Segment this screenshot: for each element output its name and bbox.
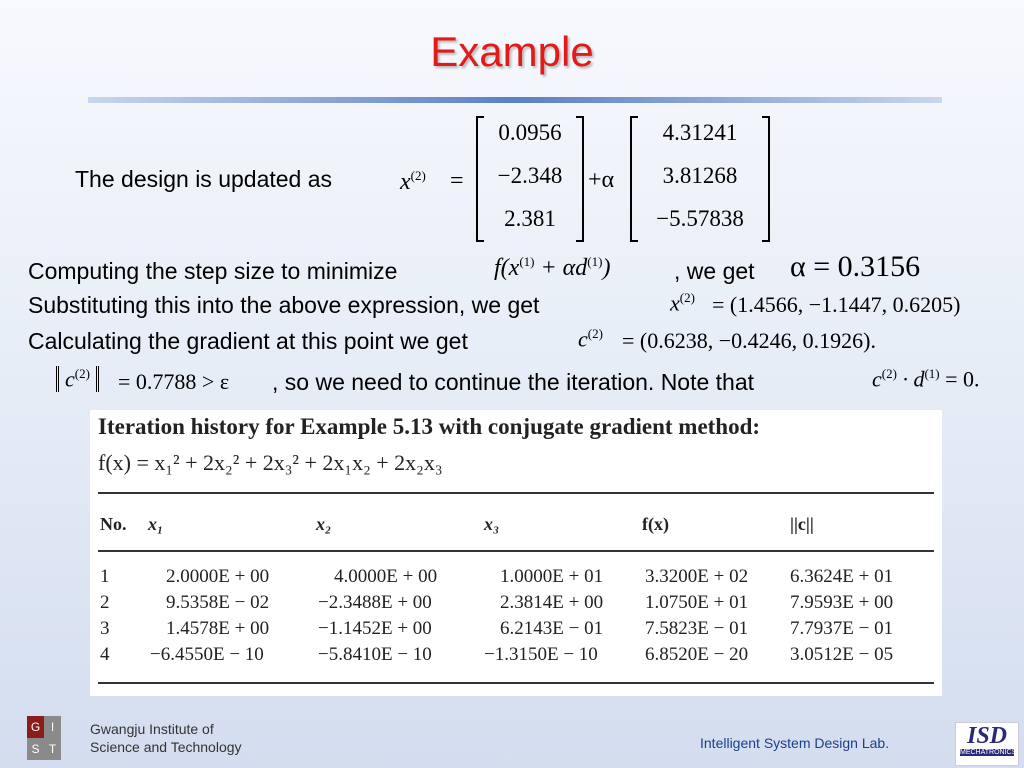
vec2-entry-3: −5.57838 (656, 206, 744, 231)
cell-x3: 6.2143E − 01 (500, 618, 604, 639)
substituting-text: Substituting this into the above expression, we get (28, 292, 540, 318)
x2-symbol (400, 168, 426, 196)
logo-letter-g: G (27, 716, 44, 738)
close-paren: ) (602, 255, 611, 281)
institute-name (90, 720, 242, 756)
isd-mechatronics-logo (955, 722, 1019, 766)
dot-result: = 0. (939, 366, 980, 392)
vec2-entry-2: 3.81268 (662, 163, 738, 188)
dot-d: · d (896, 366, 925, 392)
lab-name: Intelligent System Design Lab. (700, 735, 890, 751)
norm-c2 (56, 366, 99, 392)
gradient-text: Calculating the gradient at this point we get (28, 328, 468, 354)
cell-x1: 2.0000E + 00 (166, 566, 270, 587)
continue-text: , so we need to continue the iteration. Note that (272, 369, 755, 395)
cell-no: 3 (100, 618, 110, 639)
cell-norm-c: 3.0512E − 05 (790, 644, 894, 665)
cell-norm-c: 7.9593E + 00 (790, 592, 894, 613)
iteration-history-table (90, 410, 942, 696)
vec1-entry-2: −2.348 (497, 163, 563, 188)
c-superscript: (2) (881, 366, 897, 381)
vec1-entry-1: 0.0956 (498, 120, 562, 145)
cell-x1: −6.4550E − 10 (150, 644, 264, 665)
c-superscript: (2) (587, 326, 603, 341)
logo-letter-s: S (27, 738, 44, 760)
header-no: No. (100, 514, 127, 534)
x-superscript-1: (1) (519, 254, 535, 269)
cell-fx: 1.0750E + 01 (645, 592, 749, 613)
alpha-value: α = 0.3156 (790, 250, 921, 283)
cell-norm-c: 6.3624E + 01 (790, 566, 894, 587)
c2-values: = (0.6238, −0.4246, 0.1926). (622, 328, 876, 353)
cell-fx: 7.5823E − 01 (645, 618, 749, 639)
cell-no: 2 (100, 592, 110, 613)
x-var: x (400, 169, 411, 195)
header-x2: x₂ (316, 514, 332, 534)
cell-no: 4 (100, 644, 110, 665)
table-function: f(x) = x₁² + 2x₂² + 2x₃² + 2x₁x₂ + 2x₂x₃ (98, 450, 443, 475)
cell-x2: −2.3488E + 00 (318, 592, 432, 613)
we-get-text: , we get (674, 258, 755, 284)
header-fx: f(x) (642, 514, 669, 534)
slide-title: Example (430, 28, 594, 75)
dot-product (872, 366, 980, 392)
table-rule-top (98, 492, 934, 494)
isd-badge: ISD (966, 723, 1008, 749)
cell-no: 1 (100, 566, 110, 587)
design-update-text: The design is updated as (75, 166, 333, 192)
cell-fx: 6.8520E − 20 (645, 644, 749, 665)
c-var: c (578, 326, 588, 352)
step-size-text: Computing the step size to minimize (28, 258, 398, 284)
c-var: c (65, 366, 75, 392)
c-var: c (872, 366, 882, 392)
cell-norm-c: 7.7937E − 01 (790, 618, 894, 639)
minimize-expression (494, 254, 610, 282)
header-norm-c: ||c|| (790, 514, 814, 534)
x-superscript: (2) (410, 168, 426, 183)
equals-sign: = (450, 168, 464, 194)
alpha-d: + αd (534, 255, 588, 281)
plus-alpha: +α (588, 167, 615, 193)
vector-x1 (476, 116, 584, 242)
c-superscript: (2) (74, 366, 90, 381)
logo-letter-t: T (44, 738, 61, 760)
header-x3: x₃ (484, 514, 500, 534)
institute-line-1: Gwangju Institute of (90, 721, 214, 737)
table-rule-bottom (98, 682, 934, 684)
cell-x2: 4.0000E + 00 (334, 566, 438, 587)
cell-x2: −1.1452E + 00 (318, 618, 432, 639)
c2-lhs (578, 326, 603, 352)
x2-result-values: = (1.4566, −1.1447, 0.6205) (712, 292, 961, 317)
cell-x2: −5.8410E − 10 (318, 644, 432, 665)
header-x1: x₁ (148, 514, 164, 534)
vec1-entry-3: 2.381 (504, 206, 556, 231)
cell-fx: 3.3200E + 02 (645, 566, 749, 587)
x-var: x (670, 290, 680, 316)
x2-result-lhs (670, 290, 695, 316)
d-superscript-1: (1) (587, 254, 603, 269)
isd-badge-sub: MECHATRONICS (960, 749, 1017, 756)
vector-d (630, 116, 770, 242)
table-caption: Iteration history for Example 5.13 with conjugate gradient method: (98, 414, 761, 439)
cell-x3: 2.3814E + 00 (500, 592, 604, 613)
title-underline (88, 97, 942, 103)
x-superscript: (2) (679, 290, 695, 305)
cell-x1: 1.4578E + 00 (166, 618, 270, 639)
logo-letter-i: I (44, 716, 61, 738)
norm-value: = 0.7788 > ε (118, 369, 230, 394)
d-superscript: (1) (924, 366, 940, 381)
cell-x3: 1.0000E + 01 (500, 566, 604, 587)
institute-line-2: Science and Technology (90, 739, 242, 755)
gist-logo (27, 716, 61, 760)
table-rule-mid (98, 550, 934, 552)
f-of-x: f(x (494, 255, 520, 281)
vec2-entry-1: 4.31241 (662, 120, 738, 145)
cell-x1: 9.5358E − 02 (166, 592, 270, 613)
cell-x3: −1.3150E − 10 (484, 644, 598, 665)
